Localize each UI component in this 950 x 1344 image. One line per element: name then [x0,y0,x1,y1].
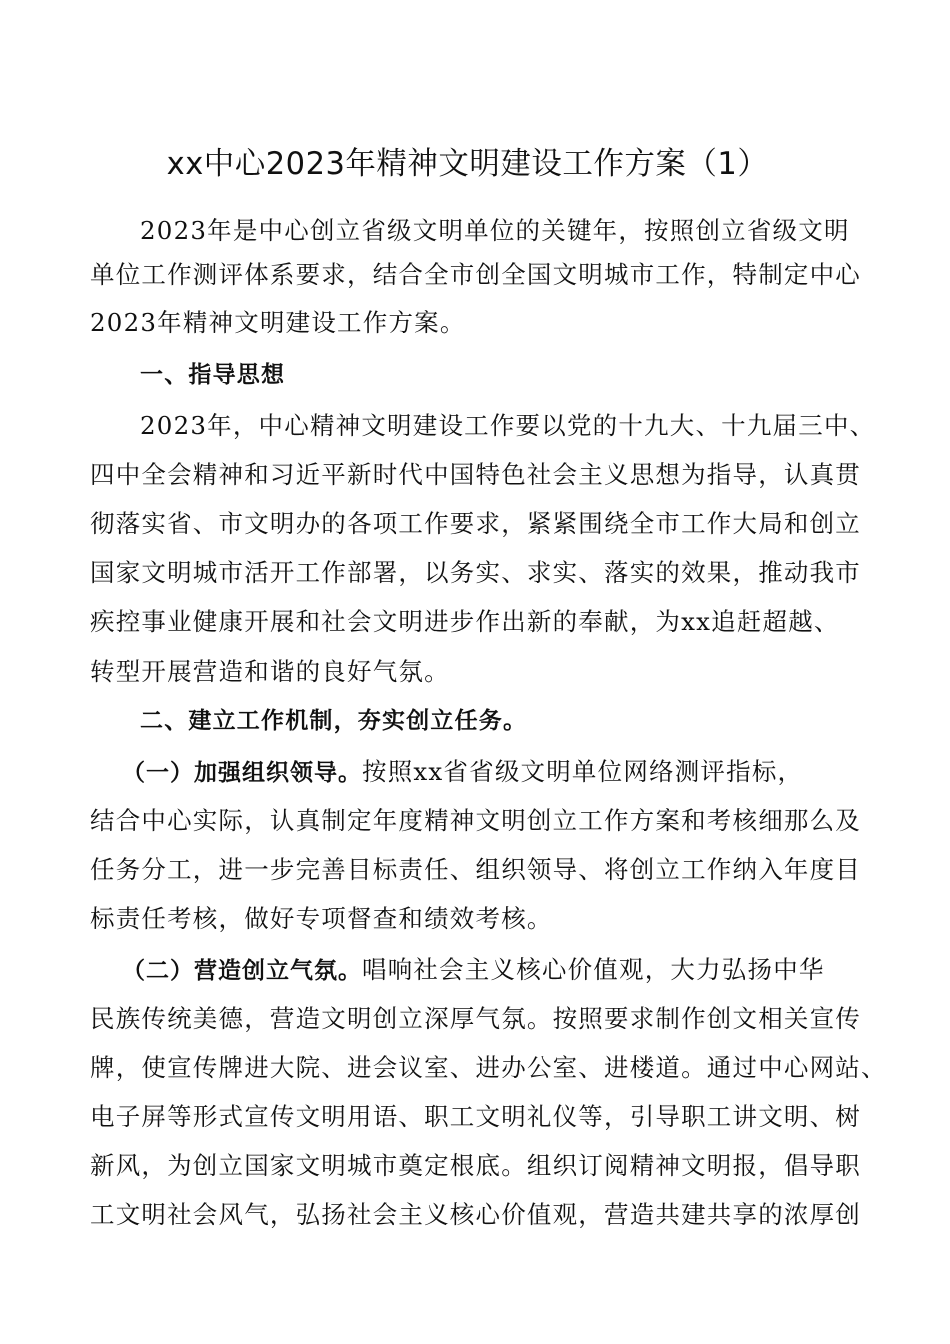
paragraph-line: 工文明社会风气，弘扬社会主义核心价值观，营造共建共享的浓厚创 [90,1200,861,1229]
paragraph-line: 四中全会精神和习近平新时代中国特色社会主义思想为指导，认真贯 [90,460,861,489]
paragraph-text: 按照xx省省级文明单位网络测评指标， [362,757,804,786]
paragraph-text: 唱响社会主义核心价值观，大力弘扬中华 [362,955,825,984]
paragraph-line: 标责任考核，做好专项督查和绩效考核。 [90,904,553,933]
section-heading-work-mechanism: 二、建立工作机制，夯实创立任务。 [140,708,528,734]
paragraph-line: 民族传统美德，营造文明创立深厚气氛。按照要求制作创文相关宣传 [90,1004,861,1033]
paragraph-line: 转型开展营造和谐的良好气氛。 [90,657,450,686]
paragraph-line: 任务分工，进一步完善目标责任、组织领导、将创立工作纳入年度目 [90,855,861,884]
subsection-label-atmosphere: （二）营造创立气氛。 [122,958,362,984]
paragraph-line: 新风，为创立国家文明城市奠定根底。组织订阅精神文明报，倡导职 [90,1151,861,1180]
paragraph-line: 牌，使宣传牌进大院、进会议室、进办公室、进楼道。通过中心网站、 [90,1053,887,1082]
intro-line: 2023年精神文明建设工作方案。 [90,308,466,337]
paragraph-line [122,752,803,793]
paragraph-line: 2023年，中心精神文明建设工作要以党的十九大、十九届三中、 [140,411,876,440]
paragraph-line [122,950,825,991]
paragraph-line: 电子屏等形式宣传文明用语、职工文明礼仪等，引导职工讲文明、树 [90,1102,861,1131]
section-heading-guiding-ideology: 一、指导思想 [140,362,286,388]
paragraph-line: 疾控事业健康开展和社会文明进步作出新的奉献，为xx追赶超越、 [90,607,840,636]
intro-line: 单位工作测评体系要求，结合全市创全国文明城市工作，特制定中心 [90,260,861,289]
subsection-label-organization: （一）加强组织领导。 [122,760,362,786]
paragraph-line: 结合中心实际，认真制定年度精神文明创立工作方案和考核细那么及 [90,806,861,835]
paragraph-line: 国家文明城市活开工作部署，以务实、求实、落实的效果，推动我市 [90,558,861,587]
intro-line: 2023年是中心创立省级文明单位的关键年，按照创立省级文明 [140,216,850,245]
document-title: xx中心2023年精神文明建设工作方案（1） [166,146,769,182]
paragraph-line: 彻落实省、市文明办的各项工作要求，紧紧围绕全市工作大局和创立 [90,509,861,538]
